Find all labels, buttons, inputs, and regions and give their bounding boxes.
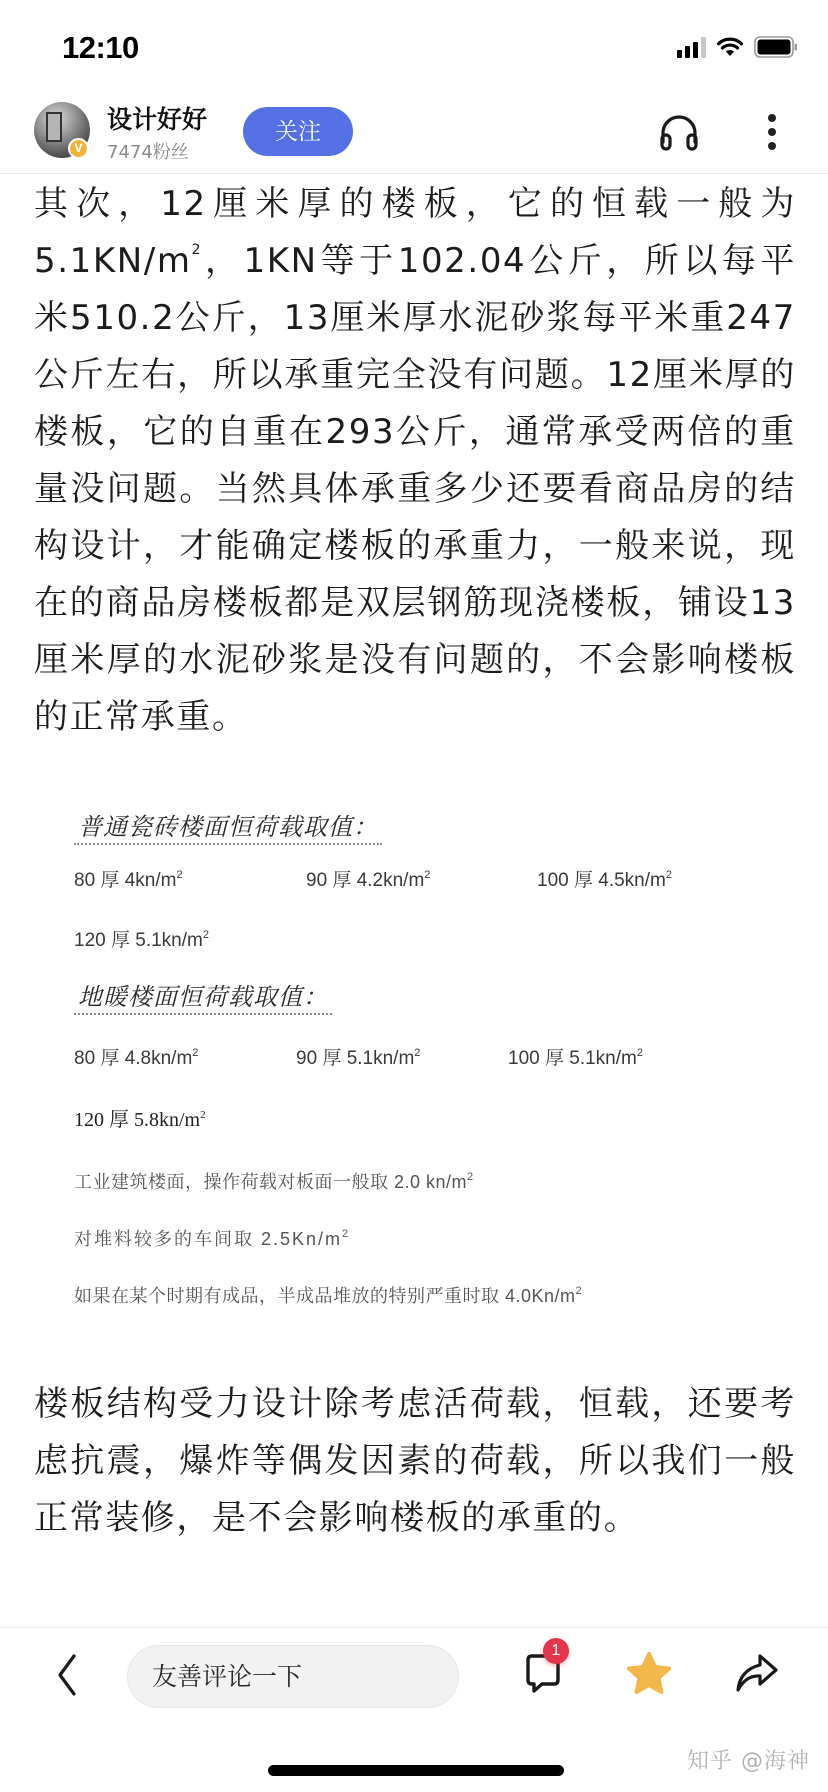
floor-heating-row-2: 120 厚 $5.8kn/m^2$ (74, 1109, 206, 1131)
author-header (0, 92, 828, 174)
comment-count-badge: 1 (543, 1638, 569, 1664)
note-stacking: 如果在某个时期有成品，半成品堆放的特别严重时取 $4.0Kn/m^2$ (74, 1285, 583, 1306)
section-heading-floor-heating: 地暖楼面恒荷载取值： (74, 977, 332, 1015)
status-bar (0, 0, 828, 90)
comment-input[interactable]: 友善评论一下 (127, 1645, 459, 1708)
article-body-continued (34, 1376, 796, 1547)
wifi-icon (716, 36, 744, 58)
status-icons (677, 36, 798, 58)
status-time: 12:10 (62, 30, 139, 65)
more-icon[interactable] (758, 106, 786, 158)
embedded-load-table-image (56, 795, 756, 1325)
tile-floor-row-1: 80 厚 $4kn/m^2$ 90 厚 $4.2kn/m^2$ 100 厚 $4.5kn/m^2$ (74, 869, 672, 891)
battery-icon (754, 36, 798, 58)
home-indicator[interactable] (268, 1765, 564, 1776)
article-body (34, 176, 796, 746)
verified-badge-icon: V (68, 138, 89, 159)
author-name[interactable]: 设计好好 (107, 105, 208, 134)
note-workshop: 对堆料较多的车间取 $2.5Kn/m^2$ (74, 1228, 351, 1249)
watermark: 知乎 @海神 (687, 1749, 810, 1774)
article-paragraph-1: 其次，12厘米厚的楼板，它的恒载一般为$5.1KN/m^2$，1KN等于102.04公斤，所以每平米510.2公斤，13厘米厚水泥砂浆每平米重247公斤左右，所以承重完全没有问题。12厘米厚的楼板，它的自重在293公斤，通常承受两倍的重量没问题。当然具体承重多少还要看商品房的结构设计，才能确定楼板的承重力，一般来说，现在的商品房楼板都是双层钢筋现浇楼板，铺设13厘米厚的水泥砂浆是没有问题的，不会影响楼板的正常承重。 (34, 184, 796, 737)
back-chevron-icon[interactable] (48, 1650, 88, 1700)
tile-floor-row-2: 120 厚 $5.1kn/m^2$ (74, 929, 209, 951)
headphone-icon[interactable] (657, 112, 701, 152)
follow-button[interactable]: 关注 (243, 107, 353, 156)
cellular-signal-icon (677, 36, 706, 58)
bottom-action-bar (0, 1627, 828, 1722)
star-icon[interactable] (624, 1650, 674, 1698)
fans-count: 7474粉丝 (107, 142, 189, 163)
note-industrial: 工业建筑楼面，操作荷载对板面一般取 2.0 $kn/m^2$ (74, 1171, 474, 1192)
section-heading-tile-floor: 普通瓷砖楼面恒荷载取值： (74, 807, 382, 845)
article-paragraph-2: 楼板结构受力设计除考虑活荷载，恒载，还要考虑抗震，爆炸等偶发因素的荷载，所以我们一般正常装修，是不会影响楼板的承重的。 (34, 1384, 796, 1538)
avatar-image (46, 112, 62, 142)
floor-heating-row-1: 80 厚 $4.8kn/m^2$ 90 厚 $5.1kn/m^2$ 100 厚 $5.1kn/m^2$ (74, 1047, 643, 1069)
share-icon[interactable] (730, 1648, 782, 1698)
